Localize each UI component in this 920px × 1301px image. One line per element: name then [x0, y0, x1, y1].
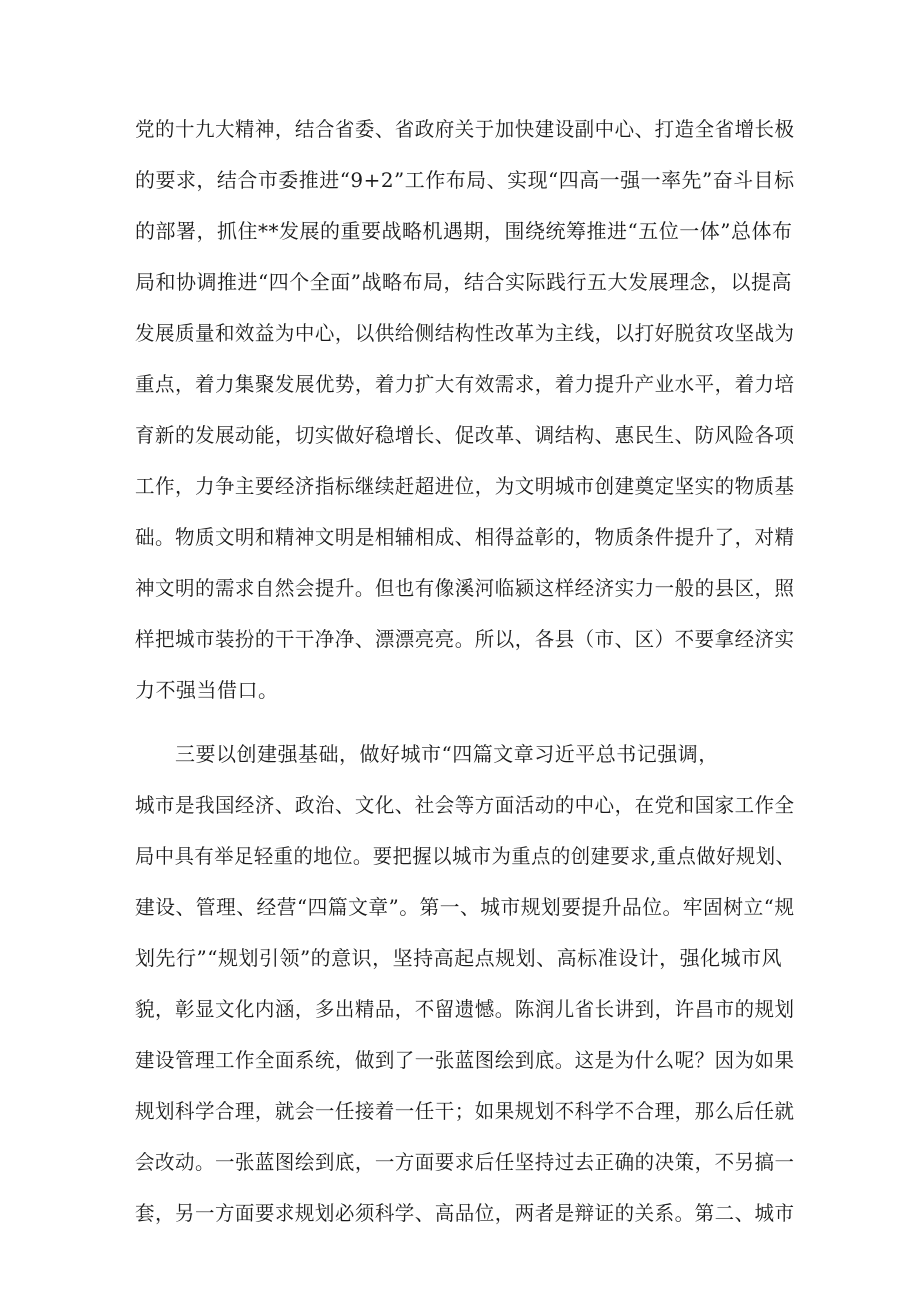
paragraph-line: 城市是我国经济、政治、文化、社会等方面活动的中心，在党和国家工作全: [135, 793, 795, 817]
paragraph-line: 局中具有举足轻重的地位。要把握以城市为重点的创建要求,重点做好规划、: [135, 844, 796, 868]
paragraph-line: 规划科学合理，就会一任接着一任干；如果规划不科学不合理，那么后任就: [135, 1099, 795, 1123]
paragraph-line: 套，另一方面要求规划必须科学、高品位，两者是辩证的关系。第二、城市: [135, 1201, 795, 1225]
paragraph-line: 发展质量和效益为中心，以供给侧结构性改革为主线，以打好脱贫攻坚战为: [135, 321, 795, 345]
paragraph-line: 貌，彰显文化内涵，多出精品，不留遗憾。陈润儿省长讲到，许昌市的规划: [135, 997, 795, 1021]
paragraph-line: 础。物质文明和精神文明是相辅相成、相得益彰的，物质条件提升了，对精: [135, 525, 795, 549]
paragraph-line: 局和协调推进“四个全面”战略布局，结合实际践行五大发展理念，以提高: [135, 270, 792, 294]
paragraph-line: 党的十九大精神，结合省委、省政府关于加快建设副中心、打造全省增长极: [135, 117, 795, 141]
paragraph-line: 样把城市装扮的干干净净、漂漂亮亮。所以，各县（市、区）不要拿经济实: [135, 627, 795, 651]
paragraph-line: 的部署，抓住**发展的重要战略机遇期，围绕统筹推进“五位一体”总体布: [135, 219, 793, 243]
paragraph-line: 育新的发展动能，切实做好稳增长、促改革、调结构、惠民生、防风险各项: [135, 423, 795, 447]
paragraph-line: 会改动。一张蓝图绘到底，一方面要求后任坚持过去正确的决策，不另搞一: [135, 1150, 795, 1174]
paragraph-line: 三要以创建强基础，做好城市“四篇文章习近平总书记强调，: [175, 742, 719, 766]
paragraph-line: 重点，着力集聚发展优势，着力扩大有效需求，着力提升产业水平，着力培: [135, 372, 795, 396]
paragraph-line: 建设、管理、经营“四篇文章”。第一、城市规划要提升品位。牢固树立“规: [135, 895, 795, 919]
paragraph-line: 建设管理工作全面系统，做到了一张蓝图绘到底。这是为什么呢？因为如果: [135, 1048, 795, 1072]
paragraph-line: 划先行”“规划引领”的意识，坚持高起点规划、高标准设计，强化城市风: [135, 946, 783, 970]
paragraph-line: 的要求，结合市委推进“9+2”工作布局、实现“四高一强一率先”奋斗目标: [135, 168, 795, 192]
paragraph-line: 力不强当借口。: [135, 678, 279, 702]
paragraph-line: 神文明的需求自然会提升。但也有像溪河临颍这样经济实力一般的县区，照: [135, 576, 795, 600]
paragraph-line: 工作，力争主要经济指标继续赶超进位，为文明城市创建奠定坚实的物质基: [135, 474, 795, 498]
